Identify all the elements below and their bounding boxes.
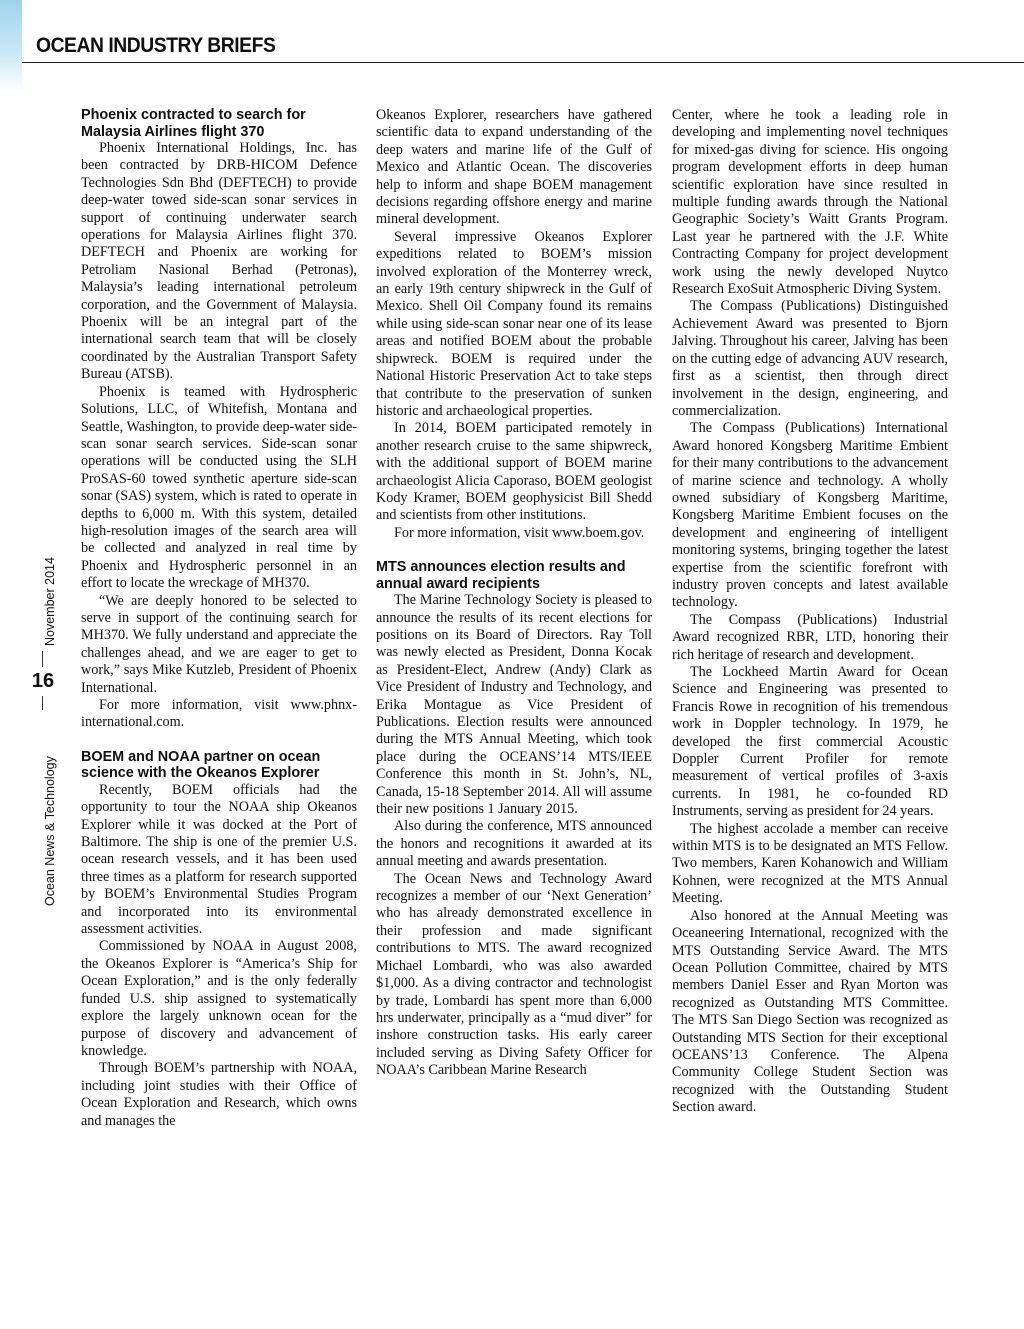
article-paragraph: Also during the conference, MTS announced the honors and recognitions it awarded at its annual meeting and awards presentation. bbox=[376, 818, 652, 870]
article-paragraph: Through BOEM’s partnership with NOAA, including joint studies with their Office of Ocean Exploration and Research, which owns and manages the bbox=[81, 1060, 357, 1129]
header-divider bbox=[22, 62, 1024, 63]
article-headline: Phoenix contracted to search for Malaysia Airlines flight 370 bbox=[81, 107, 306, 140]
header-accent-gradient bbox=[0, 0, 22, 92]
article-paragraph: The Marine Technology Society is pleased to announce the results of its recent elections for positions on its Board of Directors. Ray Toll was newly elected as President, Donna Kocak as President-Elect, Andrew (Andy) Clark as Vice President of Industry and Technology, and Erika Montague as Vice President of Publications. Election results were announced during the MTS Annual Meeting, which took place during the OCEANS’14 MTS/IEEE Conference this month in St. John’s, NL, Canada, 15-18 September 2014. All will assume their new positions 1 January 2015. bbox=[376, 592, 652, 818]
article-paragraph: Phoenix International Holdings, Inc. has been contracted by DRB-HICOM Defence Technologies Sdn Bhd (DEFTECH) to provide deep-water towed side-scan sonar services in support of continuing underwater search operations for Malaysia Airlines flight 370. DEFTECH and Phoenix are working for Petroliam Nasional Berhad (Petronas), Malaysia’s leading international petroleum corporation, and the Government of Malaysia. Phoenix will be an integral part of the international search team that will be closely coordinated by the Australian Transport Safety Bureau (ATSB). bbox=[81, 140, 357, 383]
issue-date: November 2014 bbox=[43, 557, 57, 646]
article-paragraph: Several impressive Okeanos Explorer expeditions related to BOEM’s mission involved exploration of the Monterrey wreck, an early 19th century shipwreck in the Gulf of Mexico. Shell Oil Company found its remains while using side-scan sonar near one of its lease areas and notified BOEM about the probable shipwreck. BOEM is required under the National Historic Preservation Act to take steps that contribute to the preservation of sunken historic and archaeological properties. bbox=[376, 228, 652, 419]
article-paragraph: “We are deeply honored to be selected to serve in support of the continuing search for MH370. We fully understand and appreciate the challenges ahead, and we are eager to get to work,” says Mike Kutzleb, President of Phoenix International. bbox=[81, 592, 357, 696]
article-headline: MTS announces election results and annual award recipients bbox=[376, 559, 626, 592]
article-paragraph: In 2014, BOEM participated remotely in another research cruise to the same shipwreck, with the additional support of BOEM marine archaeologist Alicia Caporaso, BOEM geologist Kody Kramer, BOEM geophysicist Bill Shedd and scientists from other institutions. bbox=[376, 420, 652, 524]
article-headline: BOEM and NOAA partner on ocean science with the Okeanos Explorer bbox=[81, 748, 321, 782]
article-paragraph: The Compass (Publications) International Award honored Kongsberg Maritime Embient for their many contributions to the advancement of marine science and technology. A wholly owned subsidiary of Kongsberg Maritime, Kongsberg Maritime Embient focuses on the development and engineering of intelligent monitoring systems, bringing together the latest expertise from the scientific forefront with industry proven concepts and latest available technology. bbox=[672, 420, 948, 611]
publication-name: Ocean News & Technology bbox=[43, 756, 57, 906]
page-number: 16 bbox=[31, 670, 55, 692]
article-paragraph: The highest accolade a member can receive within MTS is to be designated an MTS Fellow. Two members, Karen Kohanowich and William Kohnen, were recognized at the MTS Annual Meeting. bbox=[672, 820, 948, 907]
sidebar-divider bbox=[42, 696, 43, 710]
article-paragraph: Commissioned by NOAA in August 2008, the Okeanos Explorer is “America’s Ship for Ocean Exploration,” and is the only federally funded U.S. ship assigned to systematically explore the largely unknown ocean for the purpose of discovery and advancement of knowledge. bbox=[81, 938, 357, 1059]
article-paragraph: The Compass (Publications) Distinguished Achievement Award was presented to Bjorn Jalving. Throughout his career, Jalving has been on the cutting edge of advancing AUV research, first as a scientist, then through direct involvement in the design, engineering, and commercialization. bbox=[672, 298, 948, 419]
text-column-2 bbox=[376, 107, 652, 1080]
section-title: OCEAN INDUSTRY BRIEFS bbox=[36, 34, 276, 57]
text-column-1 bbox=[81, 107, 357, 1130]
article-paragraph: The Compass (Publications) Industrial Award recognized RBR, LTD, honoring their rich heritage of research and development. bbox=[672, 611, 948, 663]
article-paragraph: For more information, visit www.boem.gov. bbox=[394, 524, 645, 541]
article-paragraph: Recently, BOEM officials had the opportunity to tour the NOAA ship Okeanos Explorer while it was docked at the Port of Baltimore. The ship is one of the premier U.S. ocean research vessels, and it has been used three times as a platform for research supported by BOEM’s Environmental Studies Program and incorporated into its environmental assessment activities. bbox=[81, 781, 357, 938]
article-paragraph: Phoenix is teamed with Hydrospheric Solutions, LLC, of Whitefish, Montana and Seattle, Washington, to provide deep-water side-scan sonar search services. Side-scan sonar operations will be conducted using the SLH ProSAS-60 towed synthetic aperture side-scan sonar (SAS) system, which is rated to operate in depths to 6,000 m. With this system, detailed high-resolution images of the search area will be collected and analyzed in real time by Phoenix and Hydrospheric personnel in an effort to locate the wreckage of MH370. bbox=[81, 383, 357, 592]
sidebar-divider bbox=[42, 651, 43, 667]
article-paragraph: The Lockheed Martin Award for Ocean Science and Engineering was presented to Francis Rowe in recognition of his tremendous work in Doppler technology. In 1979, he developed the first commercial Acoustic Doppler Current Profiler for remote measurement of vertical profiles of 3-axis currents. In 1981, he co-founded RD Instruments, serving as president for 24 years. bbox=[672, 664, 948, 820]
article-paragraph: Okeanos Explorer, researchers have gathered scientific data to expand understanding of the deep waters and marine life of the Gulf of Mexico and Atlantic Ocean. The discoveries help to inform and shape BOEM management decisions regarding offshore energy and marine mineral development. bbox=[376, 107, 652, 228]
article-paragraph: For more information, visit www.phnx-international.com. bbox=[81, 697, 357, 731]
page-sidebar bbox=[30, 536, 56, 910]
article-paragraph: Center, where he took a leading role in developing and implementing novel techniques for mixed-gas diving for science. His ongoing program development efforts in deep human scientific exploration have since resulted in multiple funding awards through the National Geographic Society’s Waitt Grants Program. Last year he partnered with the J.F. White Contracting Company for project development work using the newly developed Nuytco Research ExoSuit Atmospheric Diving System. bbox=[672, 107, 948, 298]
text-column-3 bbox=[672, 107, 948, 1117]
article-paragraph: The Ocean News and Technology Award recognizes a member of our ‘Next Generation’ who has already demonstrated excellence in their profession and made significant contributions to MTS. The award recognized Michael Lombardi, who was also awarded $1,000. As a diving contractor and technologist by trade, Lombardi has spent more than 6,000 hrs underwater, principally as a “mud diver” for inshore construction tasks. His early career included serving as Diving Safety Officer for NOAA’s Caribbean Marine Research bbox=[376, 870, 652, 1079]
article-paragraph: Also honored at the Annual Meeting was Oceaneering International, recognized with the MTS Outstanding Service Award. The MTS Ocean Pollution Committee, chaired by MTS members Daniel Esser and Ryan Morton was recognized as Outstanding MTS Committee. The MTS San Diego Section was recognized as Outstanding MTS Section for their exceptional OCEANS’13 Conference. The Alpena Community College Student Section was recognized with the Outstanding Student Section award. bbox=[672, 907, 948, 1116]
